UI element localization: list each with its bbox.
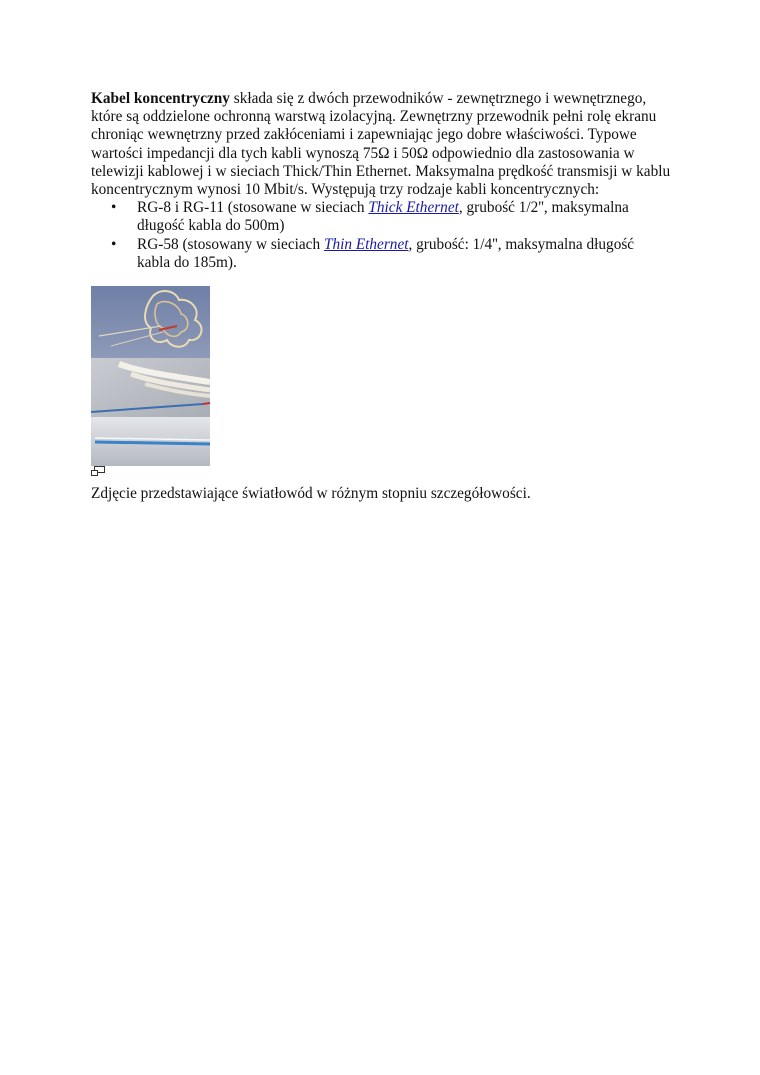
list-item-text: RG-8 i RG-11 (stosowane w sieciach bbox=[137, 199, 369, 217]
image-anchor-icon bbox=[91, 466, 105, 476]
paragraph-text: składa się z dwóch przewodników - zewnętrznego i wewnętrznego, które są oddzielone ochronną warstwą izolacyjną. Zewnętrzny przewodnik pełni rolę ekranu chroniąc wewnętrzny przed zakłóceniami i zapewniając jego dobre właściwości. Typowe wartości impedancji dla tych kabli wynoszą 75Ω i 50Ω odpowiednio dla zastosowania w telewizji kablowej i w sieciach Thick/Thin Ethernet. Maksymalna prędkość transmisji w kablu koncentrycznym wynosi 10 Mbit/s. Występują trzy rodzaje kabli koncentrycznych: bbox=[91, 90, 671, 199]
image-caption: Zdjęcie przedstawiające światłowód w różnym stopniu szczegółowości. bbox=[91, 485, 531, 502]
list-item bbox=[91, 236, 671, 272]
thick-ethernet-link[interactable]: Thick Ethernet bbox=[368, 199, 459, 217]
list-item-text: , grubość: 1/4'', maksymalna długość kabla do 185m). bbox=[137, 235, 635, 271]
photo-panel-bottom bbox=[91, 417, 210, 466]
photo-panel-top bbox=[91, 286, 210, 358]
cable-types-list bbox=[91, 199, 671, 272]
bold-term: Kabel koncentryczny bbox=[91, 90, 230, 107]
list-item-text: RG-58 (stosowany w sieciach bbox=[137, 235, 324, 253]
fiber-optic-photo bbox=[91, 286, 210, 466]
document-body bbox=[91, 90, 671, 272]
photo-panel-middle bbox=[91, 358, 210, 417]
list-item bbox=[91, 199, 671, 235]
thin-ethernet-link[interactable]: Thin Ethernet bbox=[323, 235, 409, 253]
intro-paragraph bbox=[91, 90, 671, 199]
list-item-text: , grubość 1/2'', maksymalna długość kabla do 500m) bbox=[137, 199, 629, 235]
